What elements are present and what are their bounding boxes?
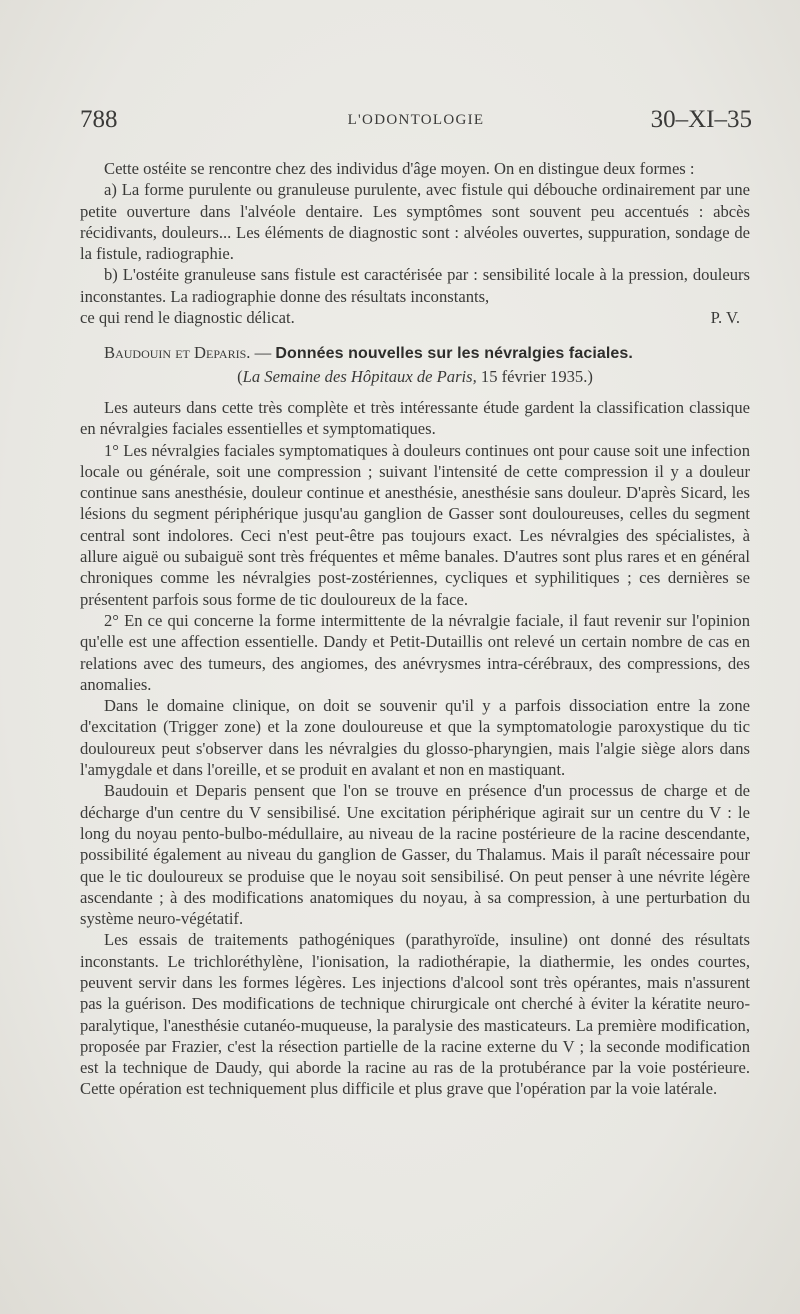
paragraph: Les auteurs dans cette très complète et très intéressante étude gardent la classification classique en névralgies faciales essentielles et symptomatiques. xyxy=(80,397,750,439)
heading-dash: — xyxy=(254,343,272,363)
paragraph: Cette ostéite se rencontre chez des individus d'âge moyen. On en distingue deux formes : xyxy=(104,159,695,178)
journal-title: L'ODONTOLOGIE xyxy=(347,112,485,128)
signature-line xyxy=(80,307,750,328)
page-body xyxy=(80,158,750,1100)
article-citation xyxy=(80,366,750,387)
paragraph: b) L'ostéite granuleuse sans fistule est caractérisée par : sensibilité locale à la pression, douleurs inconstantes. La radiographie donne des résultats inconstants, xyxy=(80,265,750,306)
paragraph-end: ce qui rend le diagnostic délicat. xyxy=(80,308,295,328)
paragraph: Dans le domaine clinique, on doit se souvenir qu'il y a parfois dissociation entre la zone d'excitation (Trigger zone) et la zone douloureuse et que la symptomatologie paroxystique du tic douloureux peut s'observer dans les névralgies du glosso-pharyngien, mais l'algie siège alors dans l'amygdale et dans l'oreille, et se produit en avalant et non en mastiquant. xyxy=(80,696,750,780)
citation-journal: La Semaine des Hôpitaux de Paris, xyxy=(242,366,477,386)
paragraph: Les essais de traitements pathogéniques (parathyroïde, insuline) ont donné des résultats inconstants. Le trichloréthylène, l'ionisation, la radiothérapie, la diathermie, les ondes courtes, peuvent servir dans les formes légères. Les injections d'alcool sont très opérantes, mais n'assurent pas la guérison. Des modifications de technique chirurgicale ont cherché à éviter la kératite neuro-paralytique, l'anesthésie cutanéo-muqueuse, la paralysie des masticateurs. La première modification, proposée par Frazier, c'est la résection partielle de la racine externe du V ; la seconde modification est la technique de Daudy, qui aborde la racine au ras de la protubérance par la voie postérieure. Cette opération est techniquement plus difficile et plus grave que l'opération par la voie latérale. xyxy=(80,930,750,1099)
paragraph: a) La forme purulente ou granuleuse purulente, avec fistule qui débouche ordinairement par une petite ouverture dans l'alvéole dentaire. Les symptômes sont souvent peu accentués : abcès récidivants, douleurs... Les éléments de diagnostic sont : alvéoles ouvertes, suppuration, sondage de la fistule, radiographie. xyxy=(80,180,750,264)
paragraph: 2° En ce qui concerne la forme intermittente de la névralgie faciale, il faut revenir sur l'opinion qu'elle est une affection essentielle. Dandy et Petit-Dutaillis ont relevé un certain nombre de cas en relations avec des tumeurs, des angiomes, des anévrysmes intra-cérébraux, des compressions, des anomalies. xyxy=(80,610,750,694)
paragraph: 1° Les névralgies faciales symptomatiques à douleurs continues ont pour cause soit une infection locale ou générale, soit une compression ; suivant l'intensité de cette compression il y a douleur continue sans anesthésie, douleur continue et anesthésie, anesthésie sans douleur. D'après Sicard, les lésions du segment périphérique jusqu'au ganglion de Gasser sont douloureuses, celles du segment central sont indolores. Ceci n'est peut-être pas toujours exact. Les névralgies des spécialistes, à allure aiguë ou subaiguë sont très fréquentes et même banales. D'autres sont plus rares et en général chroniques comme les névralgies post-zostériennes, cycliques et syphilitiques ; ces dernières se présentent parfois sous forme de tic douloureux de la face. xyxy=(80,440,750,609)
article-heading xyxy=(80,342,750,364)
signature: P. V. xyxy=(710,308,740,328)
article-title: Données nouvelles sur les névralgies faciales. xyxy=(275,345,633,363)
paragraph: Baudouin et Deparis pensent que l'on se trouve en présence d'un processus de charge et de décharge d'un centre du V sensibilisé. Une excitation périphérique agirait sur un centre du V : le long du noyau pento-bulbo-médullaire, au niveau de la racine postérieure de la racine descendante, possibilité également au niveau du ganglion de Gasser, du Thalamus. Mais il paraît nécessaire pour que le tic douloureux se produise que le noyau soit sensibilisé. On peut penser à une névrite légère ascendante ; à des modifications anatomiques du noyau, à sa compression, à une perturbation du système neuro-végétatif. xyxy=(80,781,750,929)
citation-date: 15 février 1935.) xyxy=(476,366,593,386)
citation-open: ( xyxy=(237,366,243,386)
page-number: 788 xyxy=(80,106,118,133)
article-authors: Baudouin et Deparis. xyxy=(104,343,251,363)
running-header xyxy=(80,106,752,138)
issue-date: 30–XI–35 xyxy=(650,106,752,133)
